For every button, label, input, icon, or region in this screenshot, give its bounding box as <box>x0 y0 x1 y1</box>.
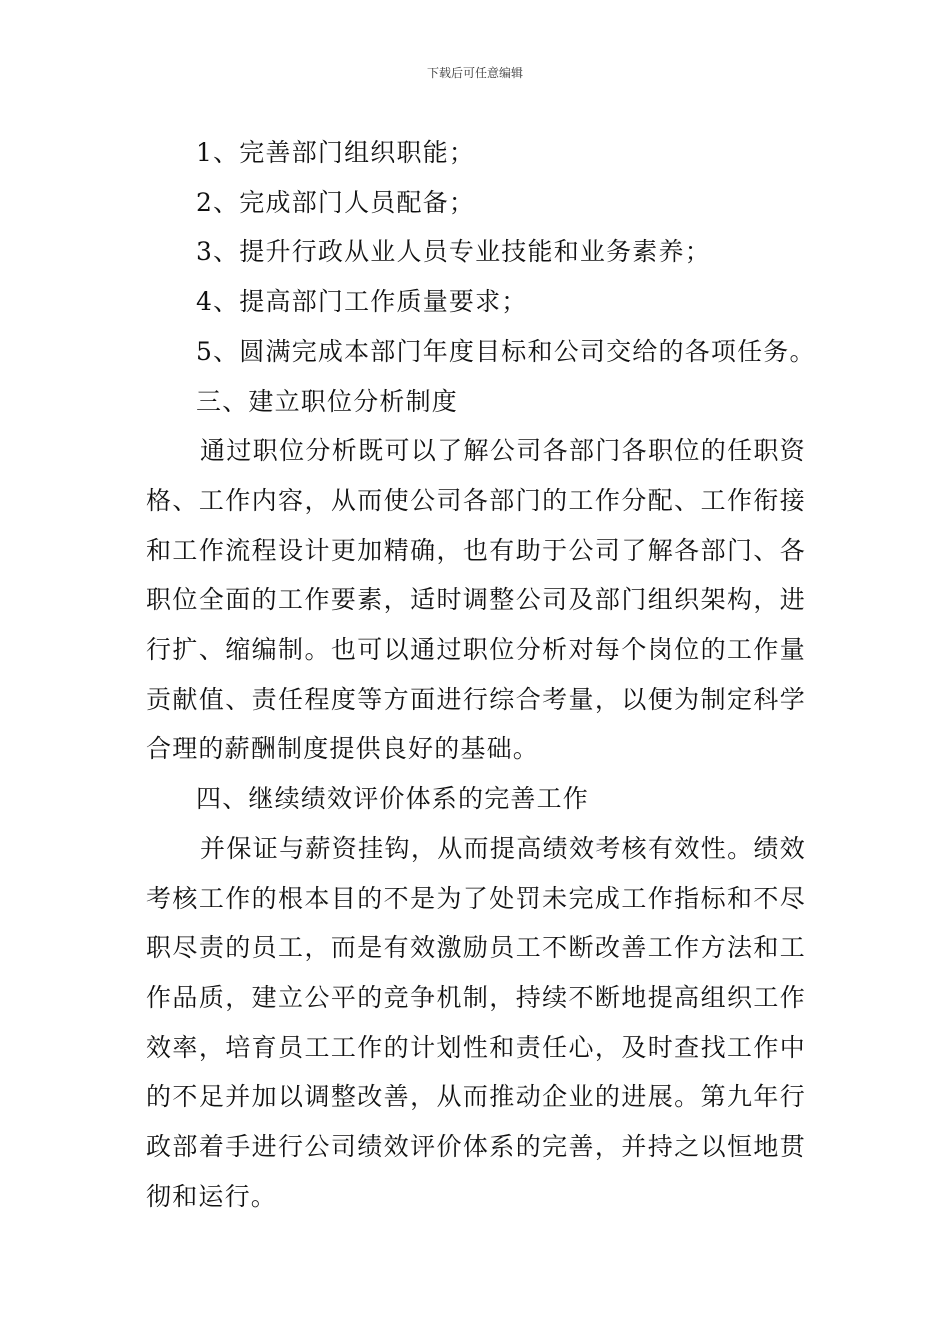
page-header: 下载后可任意编辑 <box>426 66 523 80</box>
list-item: 2、完成部门人员配备； <box>196 187 476 217</box>
section-heading: 三、建立职位分析制度 <box>196 386 459 416</box>
list-item: 5、圆满完成本部门年度目标和公司交给的各项任务。 <box>196 336 816 366</box>
document-body <box>146 128 816 1221</box>
list-item: 3、提升行政从业人员专业技能和业务素养； <box>196 237 711 267</box>
list-item: 4、提高部门工作质量要求； <box>196 287 528 317</box>
list-item: 1、完善部门组织职能； <box>196 138 476 167</box>
section-paragraph: 并保证与薪资挂钩，从而提高绩效考核有效性。绩效考核工作的根本目的不是为了处罚未完成工作指标和不尽职尽责的员工，而是有效激励员工不断改善工作方法和工作品质，建立公平的竞争机制，持续不断地提高组织工作效率，培育员工工作的计划性和责任心，及时查找工作中的不足并加以调整改善，从而推动企业的进展。第九年行政部着手进行公司绩效评价体系的完善，并持之以恒地贯彻和运行。 <box>146 833 806 1211</box>
section-heading: 四、继续绩效评价体系的完善工作 <box>196 784 590 814</box>
section-paragraph: 通过职位分析既可以了解公司各部门各职位的任职资格、工作内容，从而使公司各部门的工作分配、工作衔接和工作流程设计更加精确，也有助于公司了解各部门、各职位全面的工作要素，适时调整公司及部门组织架构，进行扩、缩编制。也可以通过职位分析对每个岗位的工作量贡献值、责任程度等方面进行综合考量，以便为制定科学合理的薪酬制度提供良好的基础。 <box>146 436 806 764</box>
